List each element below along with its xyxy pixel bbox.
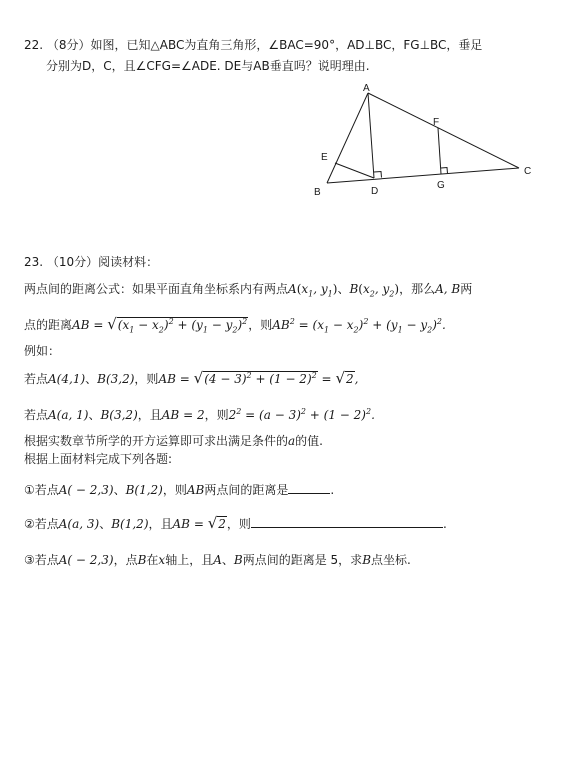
segment-ac (368, 93, 519, 168)
example-2: 若点A(a, 1)、B(3,2)，且AB = 2，则$2^2 = (a - 3)^2 + (1 - 2)^2$. (24, 407, 375, 422)
label-e: E (321, 152, 328, 163)
label-d: D (371, 186, 379, 197)
note-1: 根据实数章节所学的开方运算即可求出满足条件的a的值. (24, 434, 323, 448)
right-angle-g (441, 168, 448, 174)
segment-ad (368, 93, 374, 178)
label-g: G (437, 180, 445, 191)
distance-formula-intro: 两点间的距离公式：如果平面直角坐标系内有两点$A(x_1$, $y_1$)、$B(x_2$, $y_2$)，那么A, B两 (24, 282, 473, 299)
sub-question-1: ①若点A( − 2,3)、B(1,2)，则AB两点间的距离是 . (24, 483, 335, 497)
segment-ab (327, 93, 368, 183)
answer-blank-2[interactable] (251, 515, 443, 528)
label-f: F (433, 117, 440, 128)
right-angle-d (374, 172, 382, 178)
sub-question-3: ③若点A( − 2,3)，点B在x轴上，且A、B两点间的距离是 5，求B点坐标. (24, 553, 411, 567)
answer-blank-1[interactable] (288, 481, 330, 494)
example-1: 若点A(4,1)、B(3,2)，则AB = $√(4 - 3)^2 + (1 - 2)^2 = √2$, (24, 369, 359, 387)
sub-question-2: ②若点A(a, 3)、B(1,2)，且AB = √2，则 . (24, 514, 447, 532)
example-label: 例如： (24, 344, 61, 358)
label-c: C (524, 166, 532, 177)
label-b: B (314, 187, 321, 198)
q22-line1: 22. （8分）如图，已知△ABC为直角三角形，∠BAC=90°，AD⊥BC，FG⊥BC，垂足 (24, 38, 483, 52)
label-a: A (363, 83, 370, 94)
segment-de (335, 163, 374, 178)
note-2: 根据上面材料完成下列各题: (24, 452, 173, 466)
distance-formula: 点的距离AB = $√(x_1 - x_2)^2 + (y_1 - y_2)^2$，则$AB^2 = (x_1 - x_2)^2 + (y_1 - y_2)^2$. (24, 315, 446, 335)
segment-bc (327, 168, 519, 183)
q23-title: 23. （10分）阅读材料： (24, 255, 159, 269)
segment-fg (438, 128, 441, 174)
q22-line2: 分别为D，C，且∠CFG=∠ADE. DE与AB垂直吗？说明理由. (46, 59, 370, 73)
